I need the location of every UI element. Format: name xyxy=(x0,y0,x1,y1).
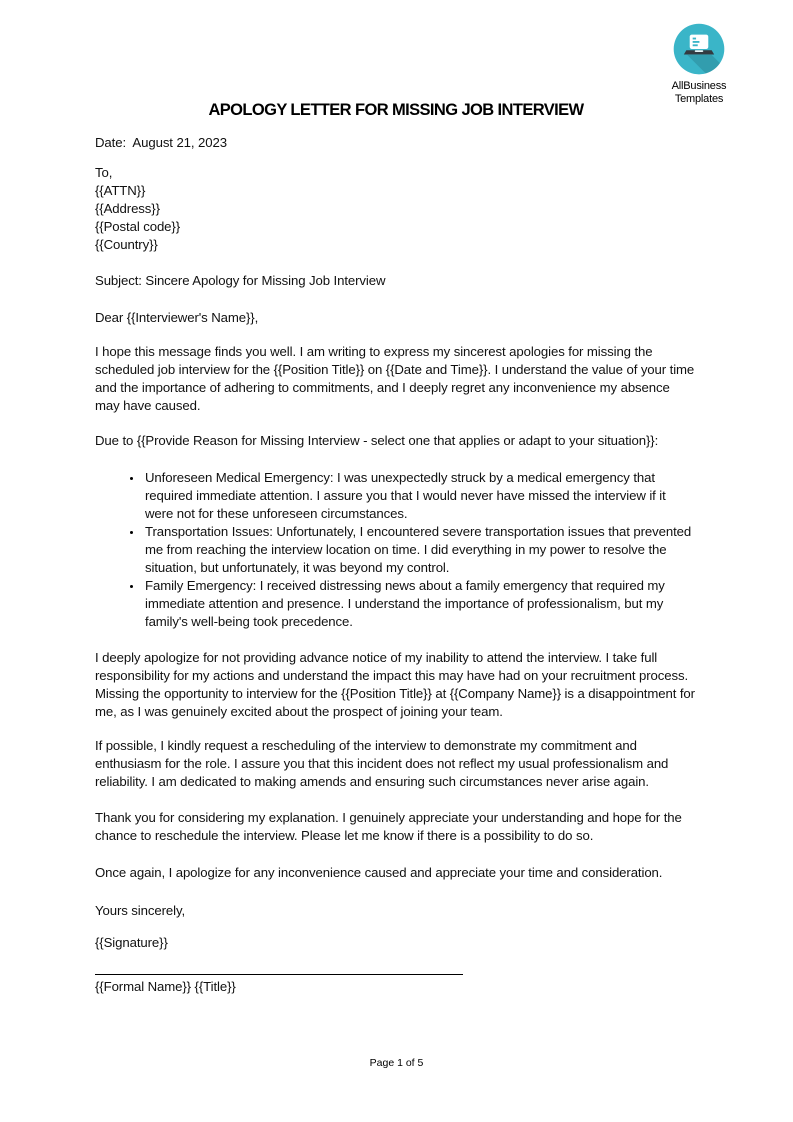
date-line: Date: August 21, 2023 xyxy=(95,135,227,150)
signature-rule xyxy=(95,974,463,975)
bullet-transportation-issues: • Transportation Issues: Unfortunately, I encountered severe transportation issues that prevented me from reaching the interview location on time. I did everything in my power to resolve the situation, but unfortunately, it was beyond my control. xyxy=(143,523,697,577)
recipient-to-line: To, xyxy=(95,165,113,180)
brand-name-line2: Templates xyxy=(674,93,724,105)
signature-name-line: {{Formal Name}} {{Title}} xyxy=(95,979,236,994)
paragraph-reason-intro: Due to {{Provide Reason for Missing Interview - select one that applies or adapt to your situation}}: xyxy=(95,433,659,448)
recipient-address-placeholder: {{Address}} xyxy=(95,201,160,216)
brand-name-line1: AllBusiness xyxy=(671,79,727,92)
paragraph-thank-you: Thank you for considering my explanation. I genuinely appreciate your understanding and hope for the chance to reschedule the interview. Please let me know if there is a possibility to do so. xyxy=(95,810,682,843)
recipient-country-placeholder: {{Country}} xyxy=(95,237,158,252)
paragraph-responsibility: I deeply apologize for not providing advance notice of my inability to attend the interview. I take full responsibility for my actions and understand the impact this may have had on your recruitment process. Missing the opportunity to interview for the {{Position Title}} at {{Company Name}} is a disappointment for me, as I was genuinely excited about the prospect of joining your team. xyxy=(95,650,695,719)
subject-line: Subject: Sincere Apology for Missing Job Interview xyxy=(95,273,386,288)
paragraph-apology-intro: I hope this message finds you well. I am writing to express my sincerest apologies for missing the scheduled job interview for the {{Position Title}} on {{Date and Time}}. I understand the value of your time and the importance of adhering to commitments, and I deeply regret any inconvenience my absence may have caused. xyxy=(95,344,695,413)
recipient-attn-placeholder: {{ATTN}} xyxy=(95,183,146,198)
paragraph-final-apology: Once again, I apologize for any inconvenience caused and appreciate your time and consideration. xyxy=(95,865,663,880)
brand-logo xyxy=(643,22,755,106)
paragraph-reschedule-request: If possible, I kindly request a rescheduling of the interview to demonstrate my commitment and enthusiasm for the role. I assure you that this incident does not reflect my usual professionalism and reliability. I am dedicated to making amends and ensuring such circumstances never arise again. xyxy=(95,738,669,789)
reason-bullet-list xyxy=(95,469,697,631)
salutation: Dear {{Interviewer's Name}}, xyxy=(95,310,259,325)
bullet-family-emergency: • Family Emergency: I received distressing news about a family emergency that required my immediate attention and presence. I understand the importance of professionalism, but my family's well-being took precedence. xyxy=(143,577,697,631)
bullet-medical-emergency: • Unforeseen Medical Emergency: I was unexpectedly struck by a medical emergency that required immediate attention. I assure you that I would never have missed the interview if it were not for these unforeseen circumstances. xyxy=(143,469,697,523)
page-number-footer: Page 1 of 5 xyxy=(369,1057,424,1069)
laptop-logo-icon xyxy=(672,22,726,79)
recipient-block xyxy=(95,164,697,254)
letter-title: APOLOGY LETTER FOR MISSING JOB INTERVIEW xyxy=(208,101,584,119)
recipient-postal-placeholder: {{Postal code}} xyxy=(95,219,181,234)
closing-line: Yours sincerely, xyxy=(95,903,186,918)
signature-placeholder: {{Signature}} xyxy=(95,935,168,950)
